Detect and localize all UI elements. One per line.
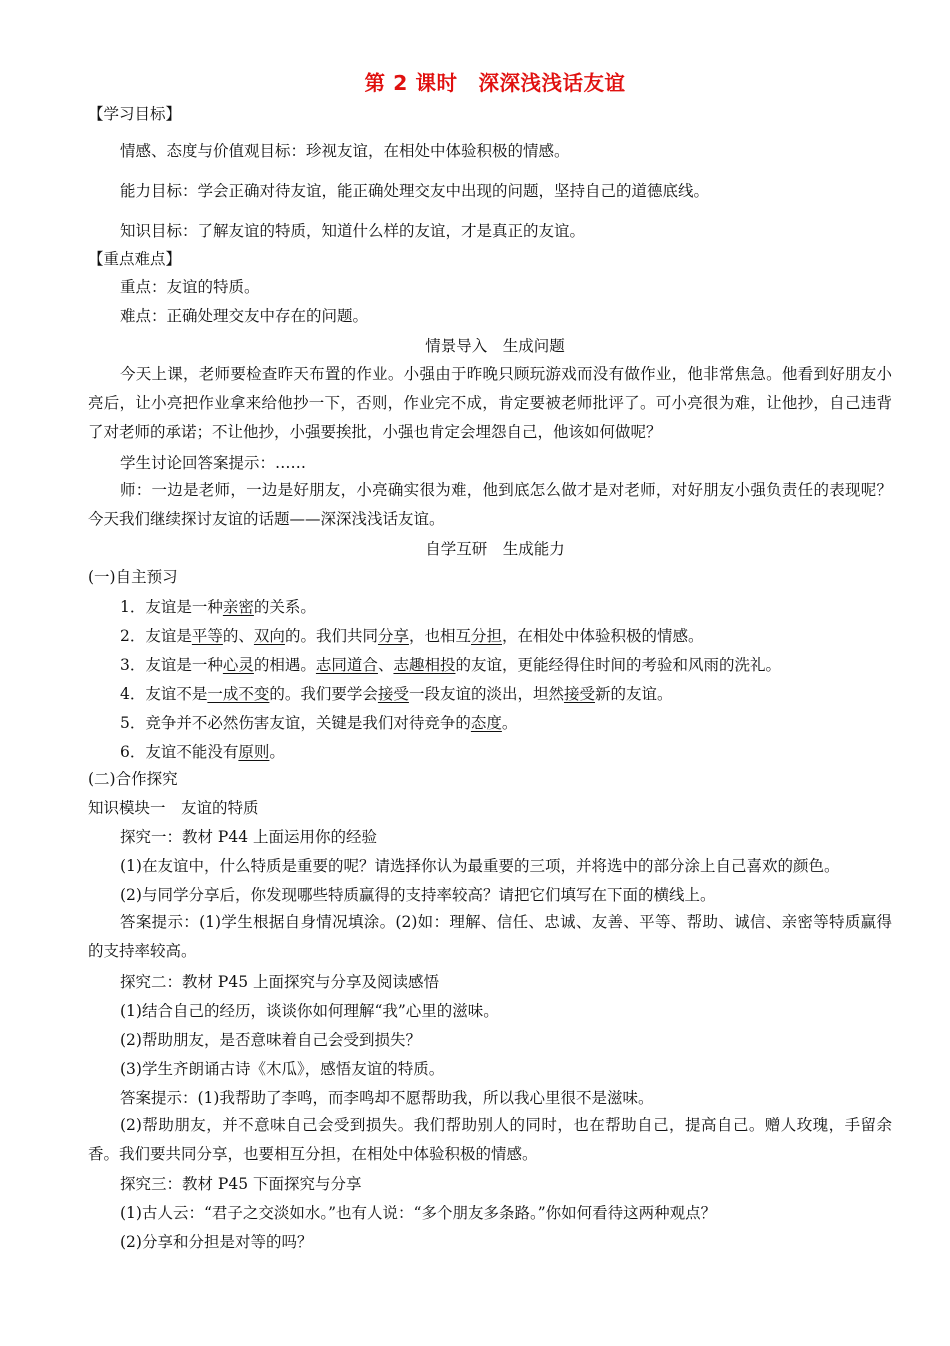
preview-text: 、 xyxy=(377,656,394,674)
preview-item-number: 2． xyxy=(120,627,146,645)
preview-text: 友谊是一种 xyxy=(145,656,223,674)
preview-item xyxy=(120,625,704,647)
answer-blank: 心灵 xyxy=(222,656,254,674)
preview-item xyxy=(120,741,285,763)
intro-discussion: 学生讨论回答案提示：…… xyxy=(120,454,307,472)
preview-text: 的相遇。 xyxy=(253,656,316,674)
preview-item xyxy=(120,683,672,705)
preview-text: 的。我们共同 xyxy=(284,627,378,645)
preview-item xyxy=(120,712,517,734)
answer-blank: 原则 xyxy=(238,743,270,761)
preview-item xyxy=(120,596,316,618)
keypoint-difficulty: 难点：正确处理交友中存在的问题。 xyxy=(120,307,369,325)
goal-ability: 能力目标：学会正确对待友谊，能正确处理交友中出现的问题，坚持自己的道德底线。 xyxy=(120,182,710,200)
explore2-answer-1: 答案提示：(1)我帮助了李鸣，而李鸣却不愿帮助我，所以我心里很不是滋味。 xyxy=(120,1089,654,1107)
preview-item-number: 5． xyxy=(120,714,146,732)
goals-heading: 【学习目标】 xyxy=(88,105,182,123)
keypoint-focus: 重点：友谊的特质。 xyxy=(120,278,260,296)
module1-heading: 知识模块一 友谊的特质 xyxy=(88,799,259,817)
explore1-title: 探究一：教材 P44 上面运用你的经验 xyxy=(120,828,378,846)
preview-text: 友谊不是 xyxy=(145,685,208,703)
answer-blank: 志同道合 xyxy=(315,656,378,674)
answer-blank: 分享 xyxy=(377,627,409,645)
preview-text: 新的友谊。 xyxy=(594,685,673,703)
answer-blank: 接受 xyxy=(377,685,409,703)
goal-emotion: 情感、态度与价值观目标：珍视友谊，在相处中体验积极的情感。 xyxy=(120,142,570,160)
answer-blank: 平等 xyxy=(191,627,223,645)
explore3-question-2: (2)分享和分担是对等的吗？ xyxy=(120,1233,313,1251)
preview-text: 的友谊，更能经得住时间的考验和风雨的洗礼。 xyxy=(455,656,781,674)
answer-blank: 双向 xyxy=(253,627,285,645)
answer-blank: 一成不变 xyxy=(207,685,270,703)
preview-item-number: 4． xyxy=(120,685,146,703)
preview-item-number: 3． xyxy=(120,656,146,674)
explore1-question-2: (2)与同学分享后，你发现哪些特质赢得的支持率较高？请把它们填写在下面的横线上。 xyxy=(120,886,716,904)
goal-knowledge: 知识目标：了解友谊的特质，知道什么样的友谊，才是真正的友谊。 xyxy=(120,222,586,240)
explore2-question-2: (2)帮助朋友，是否意味着自己会受到损失？ xyxy=(120,1031,421,1049)
preview-text: ，也相互 xyxy=(408,627,471,645)
section-heading-study: 自学互研 生成能力 xyxy=(425,540,565,558)
preview-item-number: 6． xyxy=(120,743,146,761)
preview-text: 。 xyxy=(269,743,285,761)
explore1-answer: 答案提示：(1)学生根据自身情况填涂。(2)如：理解、信任、忠诚、友善、平等、帮助、诚信、亲密等特质赢得的支持率较高。 xyxy=(88,913,892,960)
keypoints-heading: 【重点难点】 xyxy=(88,250,182,268)
intro-story: 今天上课，老师要检查昨天布置的作业。小强由于昨晚只顾玩游戏而没有做作业，他非常焦急。他看到好朋友小亮后，让小亮把作业拿来给他抄一下，否则，作业完不成，肯定要被老师批评了。可小亮很为难，让他抄，自己违背了对老师的承诺；不让他抄，小强要挨批，小强也肯定会埋怨自己，他该如何做呢？ xyxy=(88,365,892,441)
preview-text: 的。我们要学会 xyxy=(269,685,378,703)
explore2-question-3: (3)学生齐朗诵古诗《木瓜》，感悟友谊的特质。 xyxy=(120,1060,445,1078)
answer-blank: 分担 xyxy=(470,627,502,645)
preview-text: 一段友谊的淡出，坦然 xyxy=(408,685,564,703)
preview-text: 的关系。 xyxy=(253,598,316,616)
explore2-question-1: (1)结合自己的经历，谈谈你如何理解“我”心里的滋味。 xyxy=(120,1002,499,1020)
explore3-title: 探究三：教材 P45 下面探究与分享 xyxy=(120,1175,362,1193)
answer-blank: 接受 xyxy=(563,685,595,703)
preview-text: 竞争并不必然伤害友谊，关键是我们对待竞争的 xyxy=(145,714,471,732)
lesson-title: 第 2 课时 深深浅浅话友谊 xyxy=(364,71,626,95)
preview-text: 友谊是 xyxy=(145,627,192,645)
preview-text: ，在相处中体验积极的情感。 xyxy=(502,627,704,645)
explore2-title: 探究二：教材 P45 上面探究与分享及阅读感悟 xyxy=(120,973,440,991)
answer-blank: 态度 xyxy=(470,714,502,732)
explore3-question-1: (1)古人云：“君子之交淡如水。”也有人说：“多个朋友多条路。”你如何看待这两种观点？ xyxy=(120,1204,717,1222)
intro-teacher: 师：一边是老师，一边是好朋友，小亮确实很为难，他到底怎么做才是对老师，对好朋友小强负责任的表现呢？今天我们继续探讨友谊的话题——深深浅浅话友谊。 xyxy=(88,481,892,528)
preview-text: 的、 xyxy=(222,627,254,645)
preview-item xyxy=(120,654,781,676)
preview-text: 友谊是一种 xyxy=(145,598,223,616)
explore2-answer-2: (2)帮助朋友，并不意味自己会受到损失。我们帮助别人的同时，也在帮助自己，提高自己。赠人玫瑰，手留余香。我们要共同分享，也要相互分担，在相处中体验积极的情感。 xyxy=(88,1116,892,1163)
preview-text: 友谊不能没有 xyxy=(145,743,239,761)
preview-item-number: 1． xyxy=(120,598,146,616)
preview-heading: (一)自主预习 xyxy=(88,568,178,586)
coop-heading: (二)合作探究 xyxy=(88,770,178,788)
preview-text: 。 xyxy=(501,714,518,732)
section-heading-intro: 情景导入 生成问题 xyxy=(425,337,565,355)
answer-blank: 志趣相投 xyxy=(393,656,456,674)
answer-blank: 亲密 xyxy=(222,598,254,616)
explore1-question-1: (1)在友谊中，什么特质是重要的呢？请选择你认为最重要的三项，并将选中的部分涂上自己喜欢的颜色。 xyxy=(120,857,840,875)
